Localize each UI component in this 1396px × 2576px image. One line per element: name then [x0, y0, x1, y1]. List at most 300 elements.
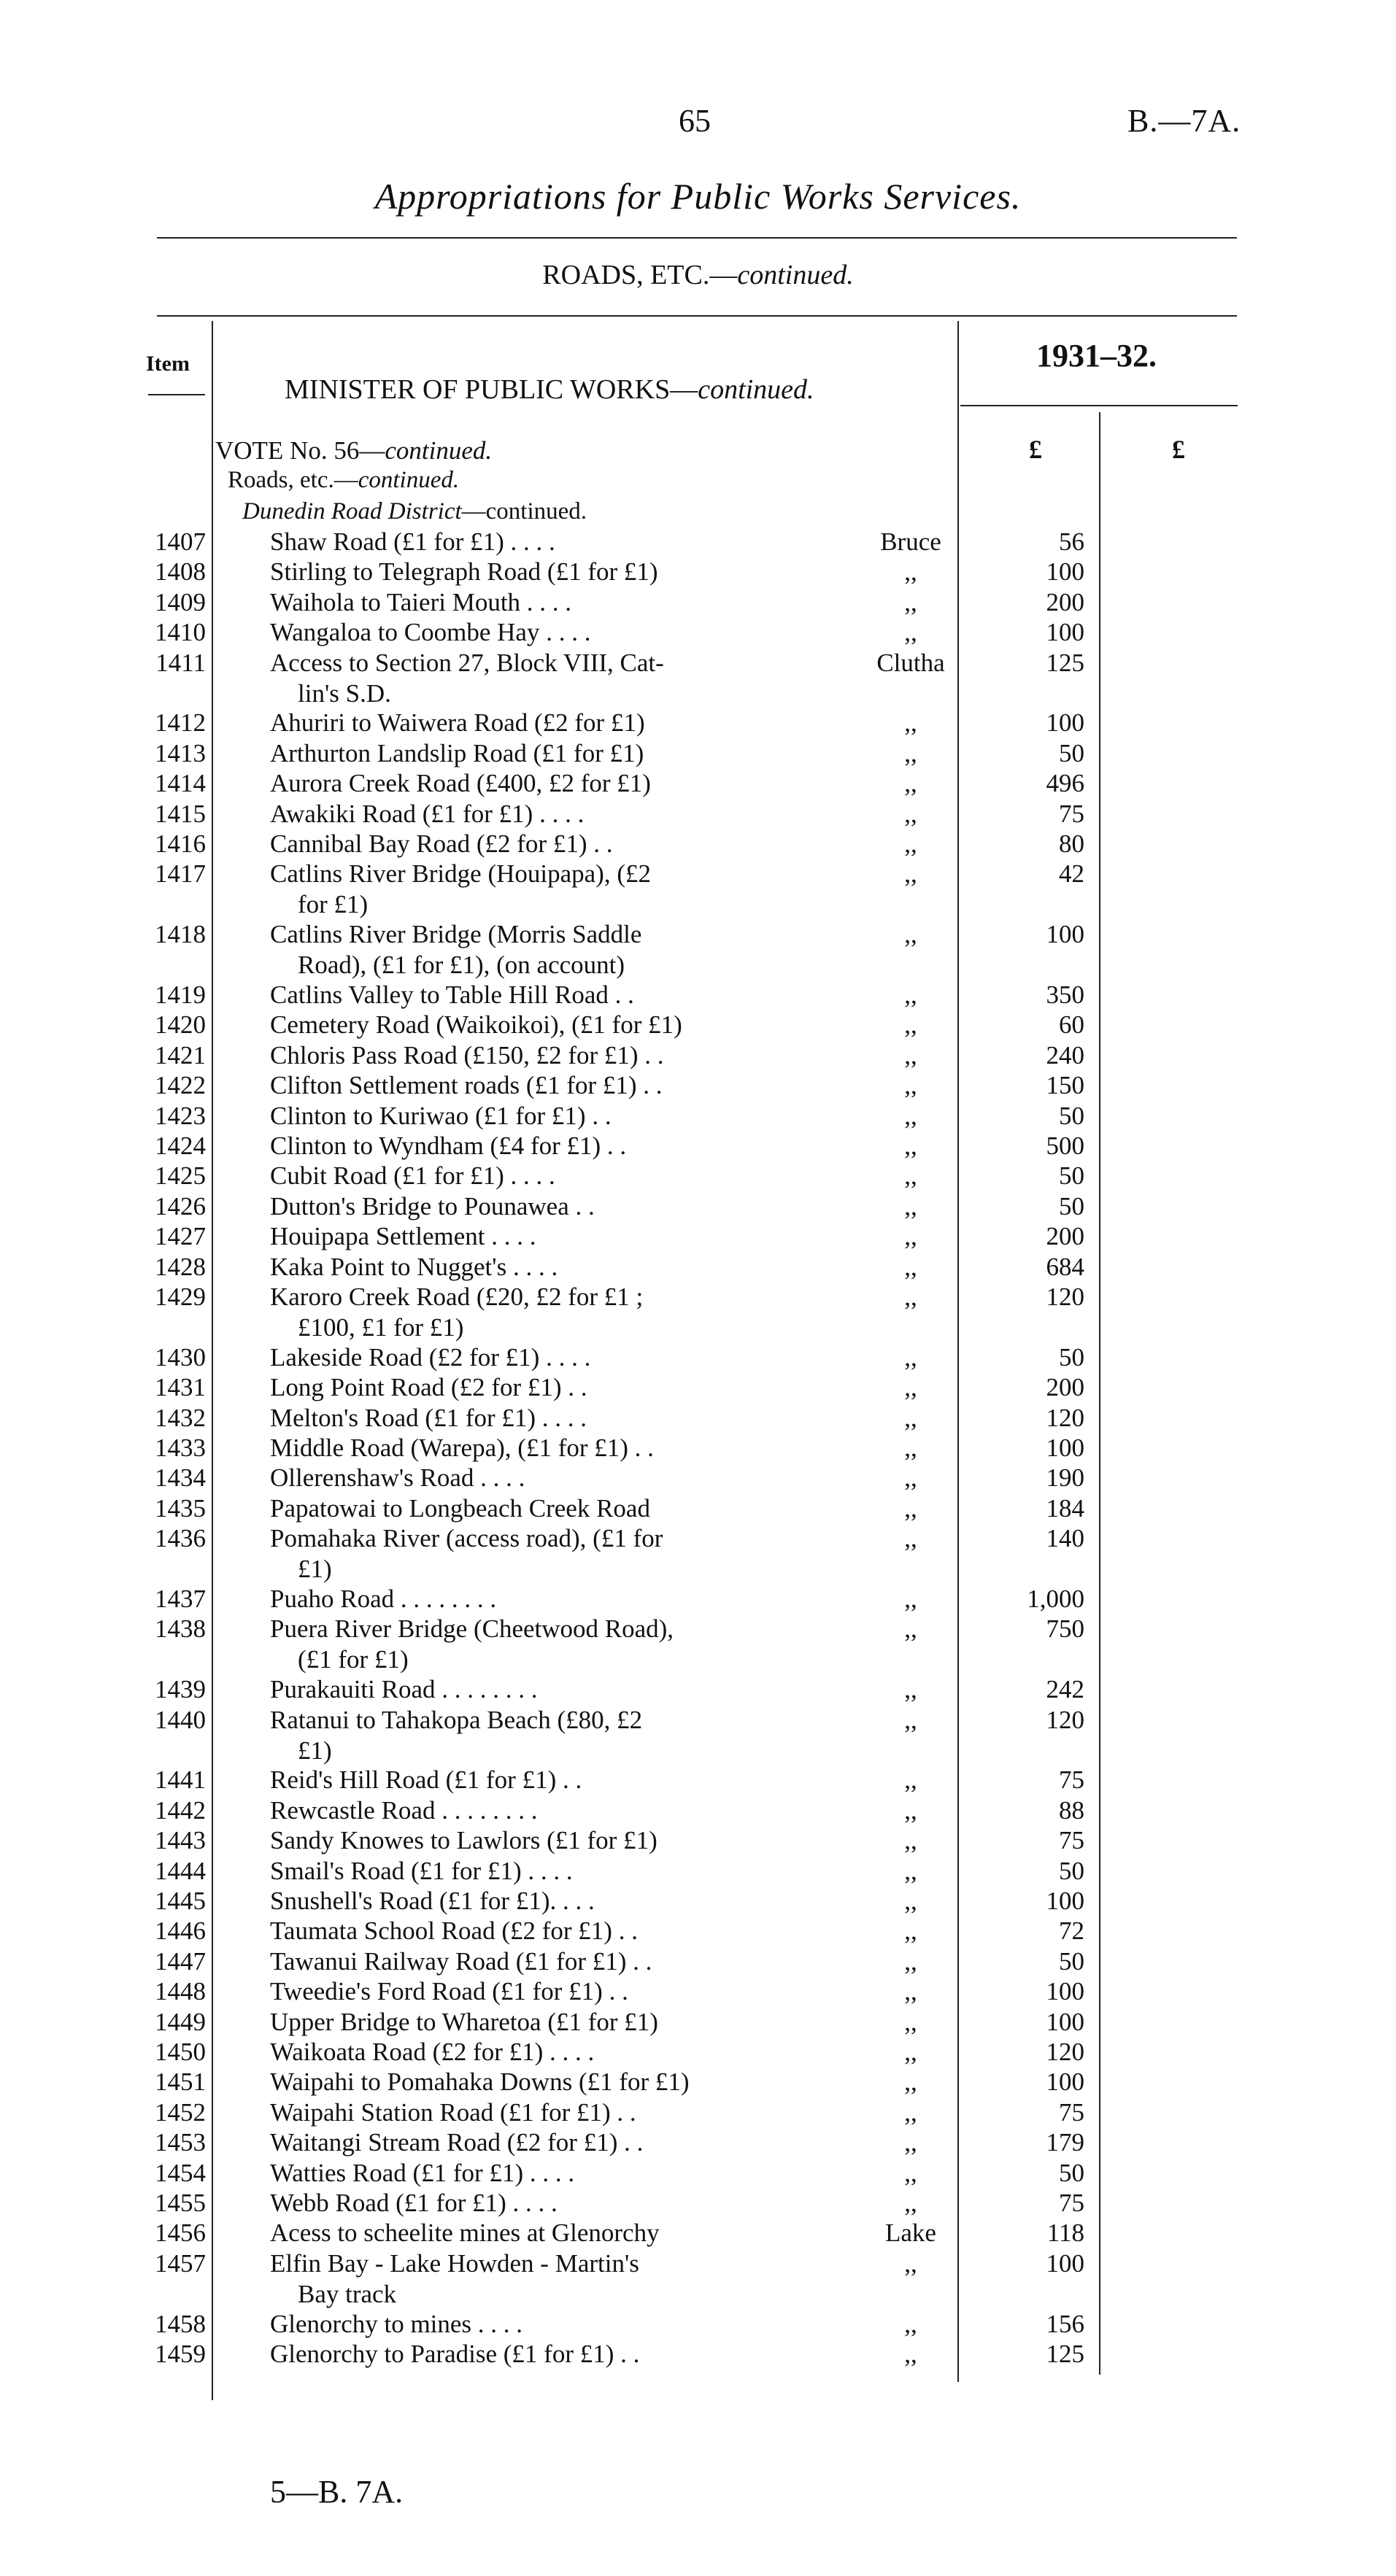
item-district: ,, [904, 2189, 917, 2217]
item-amount: 50 [1059, 2159, 1084, 2187]
title-rule [157, 237, 1237, 239]
item-description: Access to Section 27, Block VIII, Cat- [270, 649, 664, 677]
item-description: Reid's Hill Road (£1 for £1) . . [270, 1765, 582, 1794]
item-description: Lakeside Road (£2 for £1) . . . . [270, 1343, 591, 1372]
item-amount: 75 [1059, 1826, 1084, 1854]
vote-heading [215, 436, 492, 465]
item-number: 1421 [155, 1041, 206, 1070]
table-row [0, 2007, 1396, 2038]
item-number: 1435 [155, 1494, 206, 1523]
item-number: 1456 [155, 2219, 206, 2247]
minister-heading-main: MINISTER OF PUBLIC WORKS— [285, 374, 698, 405]
table-row [0, 799, 1396, 829]
item-amount: 100 [1046, 708, 1084, 737]
item-description: Waikoata Road (£2 for £1) . . . . [270, 2038, 595, 2066]
section-heading-continued: continued. [737, 260, 854, 290]
item-description: Sandy Knowes to Lawlors (£1 for £1) [270, 1826, 657, 1854]
item-description: Snushell's Road (£1 for £1). . . . [270, 1887, 595, 1915]
item-district: ,, [904, 920, 917, 948]
item-number: 1459 [155, 2340, 206, 2368]
item-amount: 75 [1059, 2189, 1084, 2217]
item-district: ,, [904, 1283, 917, 1311]
item-amount: 50 [1059, 1102, 1084, 1130]
item-number: 1438 [155, 1614, 206, 1643]
item-amount: 496 [1046, 769, 1084, 797]
table-row [0, 1856, 1396, 1887]
item-number: 1408 [155, 557, 206, 586]
item-description: Dutton's Bridge to Pounawea . . [270, 1192, 595, 1221]
item-number: 1445 [155, 1887, 206, 1915]
vote-heading-main: VOTE No. 56— [215, 436, 385, 465]
table-row [0, 768, 1396, 799]
item-description: Aurora Creek Road (£400, £2 for £1) [270, 769, 651, 797]
table-row [0, 2188, 1396, 2219]
item-description: Puera River Bridge (Cheetwood Road), [270, 1614, 674, 1643]
item-district: Bruce [880, 527, 941, 556]
item-number: 1439 [155, 1675, 206, 1703]
table-row [0, 2339, 1396, 2370]
item-district: ,, [904, 980, 917, 1009]
year-header-rule [960, 405, 1238, 406]
table-row [0, 2309, 1396, 2340]
item-description: Arthurton Landslip Road (£1 for £1) [270, 739, 644, 767]
item-district: Lake [885, 2219, 936, 2247]
item-description: Catlins River Bridge (Houipapa), (£2 [270, 859, 651, 888]
item-number: 1426 [155, 1192, 206, 1221]
item-district: ,, [904, 1071, 917, 1099]
item-number: 1450 [155, 2038, 206, 2066]
table-row [0, 1795, 1396, 1826]
item-amount: 125 [1046, 2340, 1084, 2368]
item-number: 1416 [155, 829, 206, 858]
item-district: ,, [904, 1010, 917, 1039]
item-number: 1454 [155, 2159, 206, 2187]
item-number: 1446 [155, 1916, 206, 1945]
item-number: 1458 [155, 2310, 206, 2338]
item-district: ,, [904, 1796, 917, 1825]
table-row [0, 919, 1396, 979]
table-row [0, 1765, 1396, 1795]
item-description: Acess to scheelite mines at Glenorchy [270, 2219, 660, 2247]
item-amount: 100 [1046, 2068, 1084, 2096]
item-number: 1419 [155, 980, 206, 1009]
table-row [0, 1221, 1396, 1252]
table-row [0, 829, 1396, 859]
table-row [0, 859, 1396, 918]
item-amount: 120 [1046, 1404, 1084, 1432]
item-number: 1455 [155, 2189, 206, 2217]
item-number: 1431 [155, 1373, 206, 1401]
page-title: Appropriations for Public Works Services. [374, 176, 1022, 217]
item-number: 1451 [155, 2068, 206, 2096]
item-district: ,, [904, 588, 917, 616]
minister-heading-continued: continued. [698, 374, 814, 405]
item-number: 1447 [155, 1947, 206, 1976]
table-row [0, 2067, 1396, 2097]
table-row [0, 1191, 1396, 1222]
item-amount: 100 [1046, 1887, 1084, 1915]
item-description: Ahuriri to Waiwera Road (£2 for £1) [270, 708, 645, 737]
item-district: ,, [904, 2310, 917, 2338]
item-description: Waipahi Station Road (£1 for £1) . . [270, 2098, 636, 2127]
table-row [0, 980, 1396, 1010]
item-district: ,, [904, 2008, 917, 2036]
item-description: Smail's Road (£1 for £1) . . . . [270, 1857, 573, 1885]
item-description: Clinton to Wyndham (£4 for £1) . . [270, 1132, 627, 1160]
table-row [0, 1040, 1396, 1071]
item-district: ,, [904, 1161, 917, 1190]
table-row [0, 648, 1396, 708]
item-district: ,, [904, 1102, 917, 1130]
table-row [0, 1403, 1396, 1434]
item-number: 1443 [155, 1826, 206, 1854]
item-amount: 179 [1046, 2128, 1084, 2157]
item-number: 1423 [155, 1102, 206, 1130]
item-number: 1437 [155, 1585, 206, 1613]
item-amount: 100 [1046, 618, 1084, 646]
item-number: 1433 [155, 1434, 206, 1462]
item-amount: 100 [1046, 557, 1084, 586]
item-district: ,, [904, 557, 917, 586]
item-number: 1412 [155, 708, 206, 737]
page-number: 65 [679, 103, 711, 139]
item-district: ,, [904, 708, 917, 737]
roads-heading [228, 467, 459, 494]
item-district: ,, [904, 1463, 917, 1492]
table-row [0, 1523, 1396, 1583]
item-number: 1424 [155, 1132, 206, 1160]
table-row [0, 2158, 1396, 2189]
item-number: 1453 [155, 2128, 206, 2157]
item-description: Waitangi Stream Road (£2 for £1) . . [270, 2128, 644, 2157]
table-row [0, 1101, 1396, 1132]
item-amount: 156 [1046, 2310, 1084, 2338]
item-district: ,, [904, 1675, 917, 1703]
item-description: Awakiki Road (£1 for £1) . . . . [270, 800, 585, 828]
footer-signature: 5—B. 7A. [270, 2474, 404, 2510]
item-district: Clutha [876, 649, 945, 677]
table-row [0, 2218, 1396, 2248]
roads-heading-main: Roads, etc.— [228, 467, 358, 493]
table-row [0, 527, 1396, 557]
item-amount: 684 [1046, 1253, 1084, 1281]
item-amount: 80 [1059, 829, 1084, 858]
item-district: ,, [904, 829, 917, 858]
table-row [0, 1916, 1396, 1946]
item-district: ,, [904, 2038, 917, 2066]
item-amount: 200 [1046, 1373, 1084, 1401]
item-amount: 350 [1046, 980, 1084, 1009]
item-amount: 118 [1046, 2219, 1084, 2247]
item-description: Papatowai to Longbeach Creek Road [270, 1494, 650, 1523]
item-district: ,, [904, 1947, 917, 1976]
item-amount: 125 [1046, 649, 1084, 677]
item-district: ,, [904, 1434, 917, 1462]
item-description: Cemetery Road (Waikoikoi), (£1 for £1) [270, 1010, 682, 1039]
item-description: Long Point Road (£2 for £1) . . [270, 1373, 587, 1401]
item-number: 1428 [155, 1253, 206, 1281]
section-heading-main: ROADS, ETC.— [542, 260, 738, 290]
item-description: Puaho Road . . . . . . . . [270, 1585, 497, 1613]
table-row [0, 1674, 1396, 1705]
item-district: ,, [904, 2159, 917, 2187]
minister-heading [285, 374, 814, 406]
item-amount: 100 [1046, 1977, 1084, 2006]
item-description: Purakauiti Road . . . . . . . . [270, 1675, 538, 1703]
item-description: Karoro Creek Road (£20, £2 for £1 ; [270, 1283, 644, 1311]
item-district: ,, [904, 2068, 917, 2096]
table-row [0, 1705, 1396, 1765]
item-description: Catlins Valley to Table Hill Road . . [270, 980, 634, 1009]
item-description: Houipapa Settlement . . . . [270, 1222, 536, 1250]
item-amount: 184 [1046, 1494, 1084, 1523]
table-row [0, 738, 1396, 769]
item-description-continuation: £100, £1 for £1) [298, 1313, 464, 1342]
table-row [0, 1131, 1396, 1161]
table-row [0, 1825, 1396, 1856]
item-description: Glenorchy to mines . . . . [270, 2310, 523, 2338]
item-number: 1409 [155, 588, 206, 616]
item-description: Upper Bridge to Wharetoa (£1 for £1) [270, 2008, 658, 2036]
year-column-header: 1931–32. [1036, 338, 1157, 374]
table-row [0, 1886, 1396, 1916]
item-description-continuation: Road), (£1 for £1), (on account) [298, 951, 625, 979]
item-district: ,, [904, 800, 917, 828]
item-district: ,, [904, 1614, 917, 1643]
item-number: 1457 [155, 2249, 206, 2278]
table-row [0, 708, 1396, 738]
item-district: ,, [904, 1524, 917, 1552]
table-row [0, 1252, 1396, 1283]
item-amount: 100 [1046, 920, 1084, 948]
roads-heading-continued: continued. [358, 467, 460, 493]
item-number: 1414 [155, 769, 206, 797]
item-description-continuation: £1) [298, 1555, 332, 1583]
item-number: 1448 [155, 1977, 206, 2006]
item-amount: 240 [1046, 1041, 1084, 1070]
item-district: ,, [904, 1192, 917, 1221]
item-district: ,, [904, 859, 917, 888]
item-number: 1430 [155, 1343, 206, 1372]
table-row [0, 557, 1396, 587]
item-number: 1427 [155, 1222, 206, 1250]
item-district: ,, [904, 1494, 917, 1523]
item-number: 1449 [155, 2008, 206, 2036]
table-row [0, 1584, 1396, 1614]
item-number: 1418 [155, 920, 206, 948]
item-description: Ratanui to Tahakopa Beach (£80, £2 [270, 1706, 643, 1734]
item-description: Catlins River Bridge (Morris Saddle [270, 920, 642, 948]
item-district: ,, [904, 1977, 917, 2006]
item-number: 1442 [155, 1796, 206, 1825]
item-description: Taumata School Road (£2 for £1) . . [270, 1916, 638, 1945]
item-district: ,, [904, 2340, 917, 2368]
table-row [0, 587, 1396, 618]
item-amount: 75 [1059, 2098, 1084, 2127]
pound-column-header-1: £ [1029, 435, 1042, 464]
table-row [0, 2248, 1396, 2308]
item-description: Chloris Pass Road (£150, £2 for £1) . . [270, 1041, 664, 1070]
table-row [0, 1976, 1396, 2007]
item-description-continuation: lin's S.D. [298, 679, 391, 708]
item-amount: 50 [1059, 739, 1084, 767]
item-number: 1429 [155, 1283, 206, 1311]
item-description: Watties Road (£1 for £1) . . . . [270, 2159, 575, 2187]
item-column-header: Item [146, 352, 190, 376]
item-district: ,, [904, 1887, 917, 1915]
item-district: ,, [904, 1916, 917, 1945]
item-district: ,, [904, 1706, 917, 1734]
table-row [0, 1493, 1396, 1524]
item-amount: 242 [1046, 1675, 1084, 1703]
table-row [0, 2127, 1396, 2158]
district-heading-continued: —continued. [461, 498, 587, 525]
item-description: Wangaloa to Coombe Hay . . . . [270, 618, 591, 646]
item-amount: 60 [1059, 1010, 1084, 1039]
item-number: 1425 [155, 1161, 206, 1190]
item-district: ,, [904, 1373, 917, 1401]
item-description: Kaka Point to Nugget's . . . . [270, 1253, 558, 1281]
item-description: Cannibal Bay Road (£2 for £1) . . [270, 829, 613, 858]
item-district: ,, [904, 1765, 917, 1794]
item-amount: 56 [1059, 527, 1084, 556]
item-district: ,, [904, 1585, 917, 1613]
item-amount: 50 [1059, 1857, 1084, 1885]
table-row [0, 1010, 1396, 1040]
item-amount: 75 [1059, 1765, 1084, 1794]
item-amount: 190 [1046, 1463, 1084, 1492]
item-number: 1410 [155, 618, 206, 646]
table-row [0, 1946, 1396, 1977]
table-row [0, 1463, 1396, 1493]
item-amount: 120 [1046, 1706, 1084, 1734]
item-amount: 42 [1059, 859, 1084, 888]
table-row [0, 1070, 1396, 1101]
item-description: Waipahi to Pomahaka Downs (£1 for £1) [270, 2068, 690, 2096]
item-description: Middle Road (Warepa), (£1 for £1) . . [270, 1434, 654, 1462]
item-number: 1407 [155, 527, 206, 556]
item-description: Waihola to Taieri Mouth . . . . [270, 588, 572, 616]
item-district: ,, [904, 769, 917, 797]
item-number: 1452 [155, 2098, 206, 2127]
item-amount: 100 [1046, 2249, 1084, 2278]
table-row [0, 1282, 1396, 1342]
table-row [0, 617, 1396, 648]
item-description: Tweedie's Ford Road (£1 for £1) . . [270, 1977, 628, 2006]
item-amount: 150 [1046, 1071, 1084, 1099]
item-amount: 100 [1046, 2008, 1084, 2036]
item-amount: 100 [1046, 1434, 1084, 1462]
item-amount: 88 [1059, 1796, 1084, 1825]
item-district: ,, [904, 1222, 917, 1250]
item-district: ,, [904, 1253, 917, 1281]
item-description-continuation: Bay track [298, 2280, 397, 2308]
section-rule [157, 315, 1237, 317]
table-row [0, 2037, 1396, 2068]
item-number: 1417 [155, 859, 206, 888]
item-amount: 120 [1046, 2038, 1084, 2066]
item-number: 1422 [155, 1071, 206, 1099]
item-description: Stirling to Telegraph Road (£1 for £1) [270, 557, 658, 586]
item-amount: 500 [1046, 1132, 1084, 1160]
item-number: 1413 [155, 739, 206, 767]
item-district: ,, [904, 1343, 917, 1372]
table-row [0, 1614, 1396, 1674]
item-amount: 200 [1046, 588, 1084, 616]
table-row [0, 1161, 1396, 1191]
section-heading [0, 259, 1396, 291]
item-amount: 140 [1046, 1524, 1084, 1552]
item-amount: 200 [1046, 1222, 1084, 1250]
item-district: ,, [904, 618, 917, 646]
item-number: 1436 [155, 1524, 206, 1552]
item-description: Webb Road (£1 for £1) . . . . [270, 2189, 558, 2217]
item-amount: 50 [1059, 1192, 1084, 1221]
item-description: Clifton Settlement roads (£1 for £1) . . [270, 1071, 663, 1099]
item-district: ,, [904, 1857, 917, 1885]
item-district: ,, [904, 1826, 917, 1854]
table-row [0, 2097, 1396, 2128]
item-description: Melton's Road (£1 for £1) . . . . [270, 1404, 587, 1432]
item-description: Shaw Road (£1 for £1) . . . . [270, 527, 555, 556]
item-amount: 50 [1059, 1343, 1084, 1372]
table-row [0, 1342, 1396, 1373]
item-amount: 120 [1046, 1283, 1084, 1311]
item-number: 1432 [155, 1404, 206, 1432]
item-district: ,, [904, 2249, 917, 2278]
district-heading-main: Dunedin Road District [242, 498, 462, 525]
item-description: Clinton to Kuriwao (£1 for £1) . . [270, 1102, 612, 1130]
item-description-continuation: for £1) [298, 890, 369, 918]
item-description: Pomahaka River (access road), (£1 for [270, 1524, 663, 1552]
item-description: Glenorchy to Paradise (£1 for £1) . . [270, 2340, 640, 2368]
item-number: 1420 [155, 1010, 206, 1039]
item-number: 1415 [155, 800, 206, 828]
item-description: Tawanui Railway Road (£1 for £1) . . [270, 1947, 652, 1976]
item-amount: 750 [1046, 1614, 1084, 1643]
item-amount: 50 [1059, 1161, 1084, 1190]
vote-heading-continued: continued. [385, 436, 493, 465]
item-district: ,, [904, 2128, 917, 2157]
item-number: 1411 [155, 649, 206, 677]
item-number: 1441 [155, 1765, 206, 1794]
item-number: 1434 [155, 1463, 206, 1492]
item-amount: 1,000 [1027, 1585, 1084, 1613]
item-description: Ollerenshaw's Road . . . . [270, 1463, 525, 1492]
item-description-continuation: £1) [298, 1736, 332, 1765]
item-number: 1440 [155, 1706, 206, 1734]
item-district: ,, [904, 1404, 917, 1432]
item-amount: 72 [1059, 1916, 1084, 1945]
table-row [0, 1433, 1396, 1463]
item-amount: 75 [1059, 800, 1084, 828]
document-reference: B.—7A. [1127, 103, 1241, 139]
table-row [0, 1372, 1396, 1403]
item-description: Rewcastle Road . . . . . . . . [270, 1796, 538, 1825]
pound-column-header-2: £ [1172, 435, 1185, 464]
item-district: ,, [904, 1132, 917, 1160]
item-description-continuation: (£1 for £1) [298, 1645, 409, 1674]
item-amount: 50 [1059, 1947, 1084, 1976]
item-description: Cubit Road (£1 for £1) . . . . [270, 1161, 555, 1190]
item-district: ,, [904, 2098, 917, 2127]
item-number: 1444 [155, 1857, 206, 1885]
item-description: Elfin Bay - Lake Howden - Martin's [270, 2249, 639, 2278]
item-district: ,, [904, 1041, 917, 1070]
district-heading [242, 498, 587, 525]
item-header-rule [148, 394, 205, 395]
item-district: ,, [904, 739, 917, 767]
